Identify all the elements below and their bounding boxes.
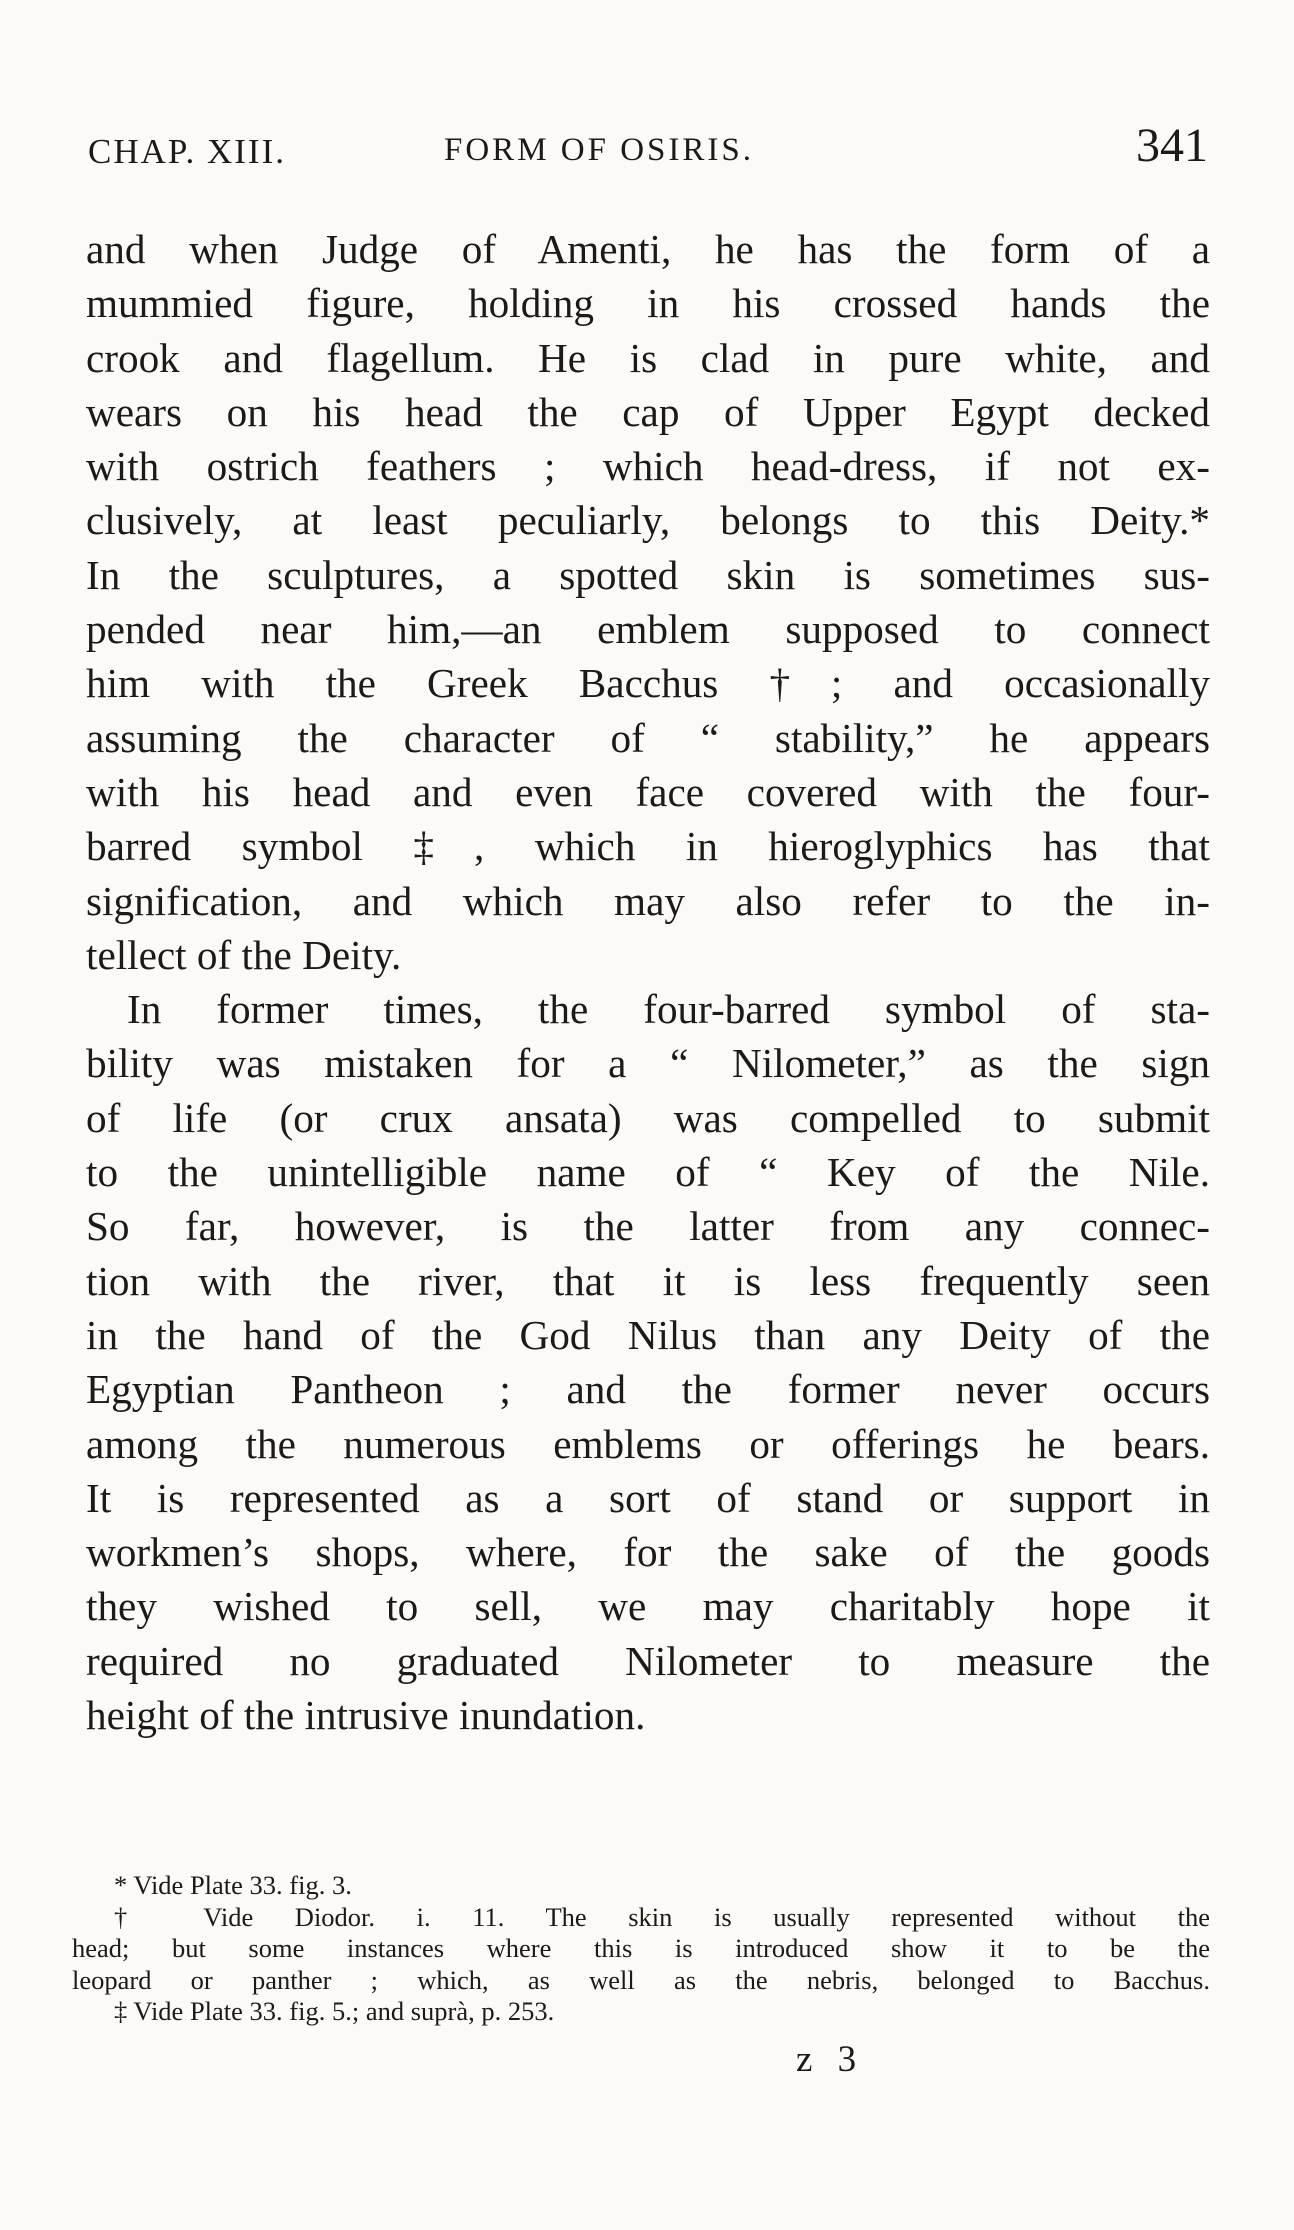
body-line: height of the intrusive inundation.	[86, 1692, 646, 1739]
running-head	[88, 118, 1208, 178]
body-line: to the unintelligible name of “ Key of the Nile.	[86, 1149, 1210, 1196]
body-line: pended near him,—an emblem supposed to connect	[86, 606, 1210, 653]
body-line: bility was mistaken for a “ Nilometer,” as the sign	[86, 1040, 1210, 1087]
body-line: signification, and which may also refer to the in-	[86, 877, 1210, 924]
footnote: ‡ Vide Plate 33. fig. 5.; and suprà, p. 253.	[114, 1996, 555, 2026]
body-line: mummied figure, holding in his crossed hands the	[86, 280, 1210, 327]
body-line: It is represented as a sort of stand or support in	[86, 1474, 1210, 1521]
body-line: tellect of the Deity.	[86, 931, 402, 978]
body-line: with ostrich feathers ; which head-dress, if not ex-	[86, 443, 1210, 490]
body-line: So far, however, is the latter from any connec-	[86, 1203, 1210, 1250]
body-line: with his head and even face covered with the four-	[86, 768, 1210, 815]
body-line: crook and flagellum. He is clad in pure white, and	[86, 334, 1210, 381]
footnote: † Vide Diodor. i. 11. The skin is usually represented without the	[114, 1901, 1210, 1932]
body-line: they wished to sell, we may charitably hope it	[86, 1583, 1210, 1630]
body-line: In the sculptures, a spotted skin is sometimes sus-	[86, 551, 1210, 598]
footnotes	[72, 1870, 1210, 2028]
running-title: FORM OF OSIRIS.	[444, 132, 754, 168]
signature-mark: z 3	[796, 2039, 865, 2080]
body-line: workmen’s shops, where, for the sake of the goods	[86, 1529, 1210, 1576]
body-line: Egyptian Pantheon ; and the former never occurs	[86, 1366, 1210, 1413]
chapter-label: CHAP. XIII.	[88, 132, 286, 171]
body-line: among the numerous emblems or offerings he bears.	[86, 1420, 1210, 1467]
body-line: required no graduated Nilometer to measure the	[86, 1637, 1210, 1684]
body-line: in the hand of the God Nilus than any Deity of the	[86, 1311, 1210, 1358]
page-number: 341	[1136, 119, 1208, 172]
body-line: and when Judge of Amenti, he has the form of a	[86, 226, 1210, 272]
body-text	[86, 222, 1210, 1742]
body-line: In former times, the four-barred symbol of sta-	[127, 986, 1210, 1033]
body-line: him with the Greek Bacchus †; and occasionally	[86, 660, 1210, 707]
body-line: tion with the river, that it is less frequently seen	[86, 1257, 1210, 1304]
body-line: clusively, at least peculiarly, belongs to this Deity.*	[86, 497, 1210, 544]
footnote: head; but some instances where this is introduced show it to be the	[72, 1933, 1210, 1963]
body-line: assuming the character of “ stability,” he appears	[86, 714, 1210, 761]
body-line: wears on his head the cap of Upper Egypt decked	[86, 388, 1210, 435]
footnote: * Vide Plate 33. fig. 3.	[114, 1870, 352, 1900]
body-line: of life (or crux ansata) was compelled to submit	[86, 1094, 1210, 1141]
body-line: barred symbol ‡, which in hieroglyphics has that	[86, 823, 1210, 870]
footnote: leopard or panther ; which, as well as the nebris, belonged to Bacchus.	[72, 1964, 1210, 1995]
